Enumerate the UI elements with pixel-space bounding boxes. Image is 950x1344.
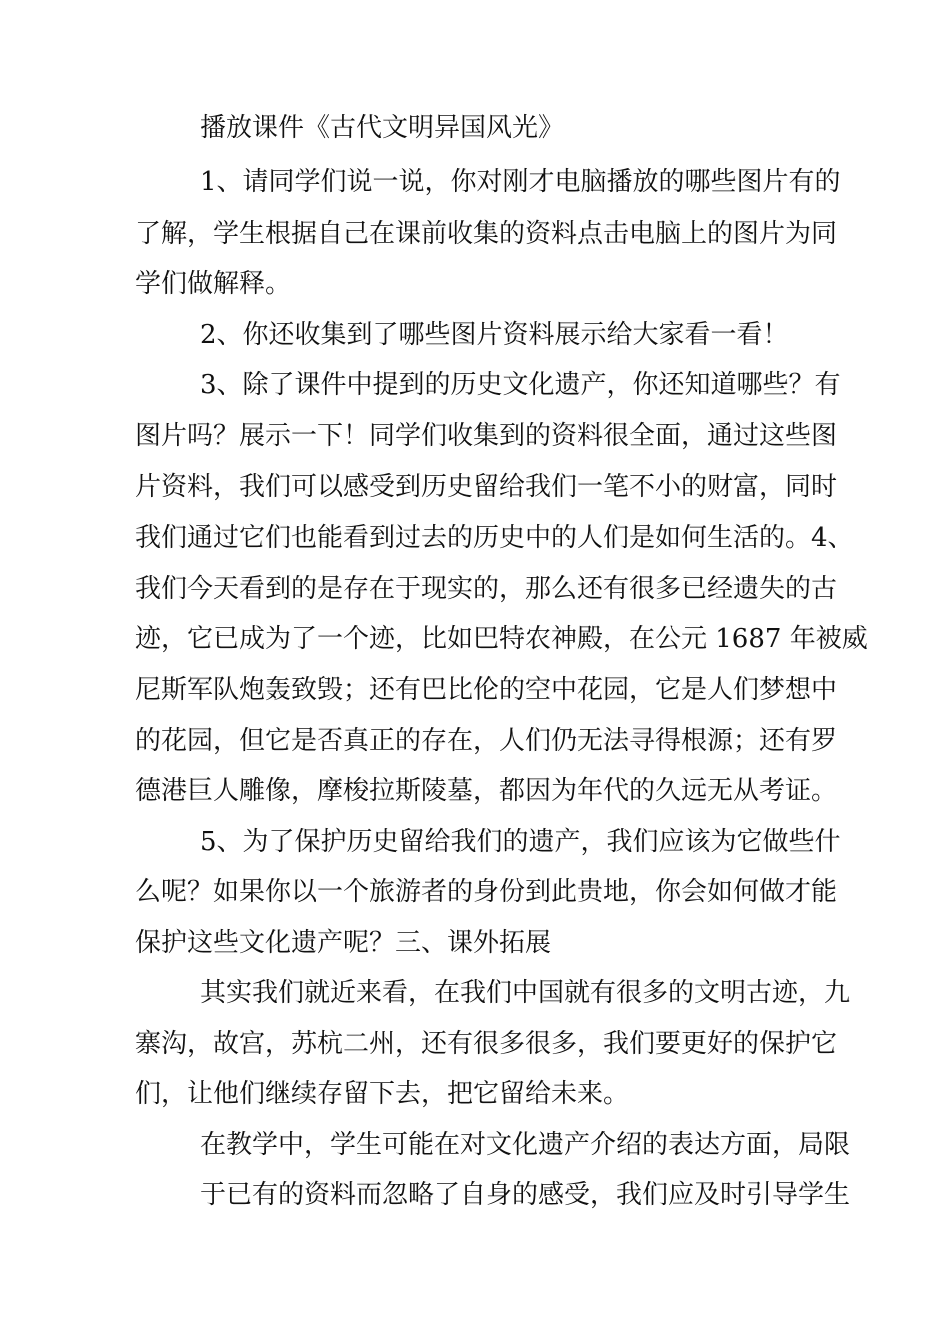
text-line: 我们通过它们也能看到过去的历史中的人们是如何生活的。4、 [135, 523, 854, 553]
text-line: 1、请同学们说一说，你对刚才电脑播放的哪些图片有的 [200, 167, 841, 197]
text-line: 片资料，我们可以感受到历史留给我们一笔不小的财富，同时 [135, 472, 838, 502]
text-line: 们，让他们继续存留下去，把它留给未来。 [135, 1079, 630, 1109]
text-line: 保护这些文化遗产呢？三、课外拓展 [135, 928, 552, 958]
text-line: 3、除了课件中提到的历史文化遗产，你还知道哪些？有 [200, 370, 841, 400]
text-line: 我们今天看到的是存在于现实的，那么还有很多已经遗失的古 [135, 574, 838, 604]
text-line: 学们做解释。 [135, 269, 292, 299]
text-line: 在教学中，学生可能在对文化遗产介绍的表达方面，局限 [200, 1130, 851, 1160]
text-line: 5、为了保护历史留给我们的遗产，我们应该为它做些什 [200, 827, 841, 857]
text-line: 图片吗？展示一下！同学们收集到的资料很全面，通过这些图 [135, 421, 838, 451]
text-line: 播放课件《古代文明异国风光》 [200, 113, 565, 143]
text-line: 么呢？如果你以一个旅游者的身份到此贵地，你会如何做才能 [135, 877, 838, 907]
text-line: 迹，它已成为了一个迹，比如巴特农神殿，在公元 1687 年被威 [135, 624, 868, 654]
text-line: 其实我们就近来看，在我们中国就有很多的文明古迹，九 [200, 978, 851, 1008]
text-line: 德港巨人雕像，摩梭拉斯陵墓，都因为年代的久远无从考证。 [135, 776, 838, 806]
text-line: 了解，学生根据自己在课前收集的资料点击电脑上的图片为同 [135, 219, 838, 249]
text-line: 2、你还收集到了哪些图片资料展示给大家看一看！ [200, 320, 789, 350]
text-line: 尼斯军队炮轰致毁；还有巴比伦的空中花园，它是人们梦想中 [135, 675, 838, 705]
text-line: 于已有的资料而忽略了自身的感受，我们应及时引导学生 [200, 1180, 851, 1210]
text-line: 的花园，但它是否真正的存在，人们仍无法寻得根源；还有罗 [135, 726, 838, 756]
text-line: 寨沟，故宫，苏杭二州，还有很多很多，我们要更好的保护它 [135, 1029, 838, 1059]
